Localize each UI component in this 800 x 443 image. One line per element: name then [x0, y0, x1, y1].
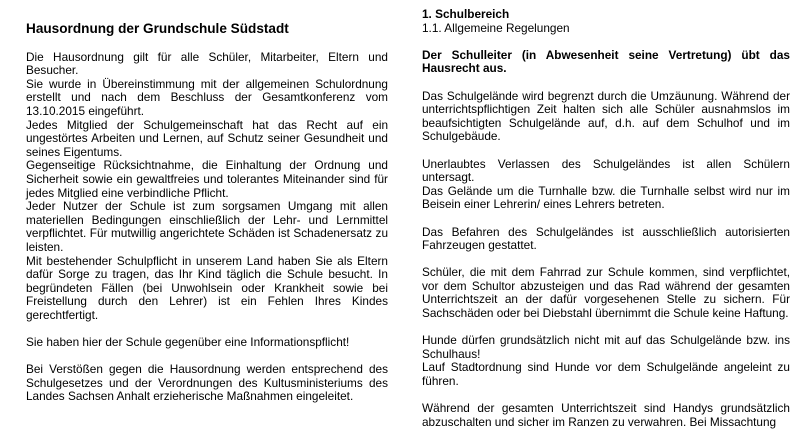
- leash-paragraph: Lauf Stadtordnung sind Hunde vor dem Schulgelände angeleint zu führen.: [422, 360, 790, 389]
- right-column: [422, 0, 790, 429]
- information-duty-paragraph: Sie haben hier der Schule gegenüber eine Informationspflicht!: [26, 335, 350, 350]
- house-right-paragraph: Der Schulleiter (in Abwesenheit seine Vertretung) übt das Hausrecht aus.: [422, 47, 790, 76]
- vehicles-paragraph: Das Befahren des Schulgeländes ist ausschließlich autorisierten Fahrzeugen gestattet.: [422, 224, 790, 253]
- rights-paragraph: Jedes Mitglied der Schulgemeinschaft hat das Recht auf ein ungestörtes Arbeiten und Lernen, auf Schutz seiner Gesundheit und seines Eigentums.: [26, 117, 388, 159]
- respect-paragraph: Gegenseitige Rücksichtnahme, die Einhaltung der Ordnung und Sicherheit sowie ein gewaltfreies und tolerantes Miteinander sind für jedes Mitglied eine verbindliche Pflicht.: [26, 158, 388, 200]
- phones-paragraph: Während der gesamten Unterrichtszeit sind Handys grundsätzlich abzuschalten und sicher im Ranzen zu verwahren. Bei Missachtung: [422, 401, 790, 429]
- section-heading: 1. Schulbereich: [422, 7, 510, 21]
- violations-paragraph: Bei Verstößen gegen die Hausordnung werden entsprechend des Schulgesetzes und der Verordnungen des Kultusministeriums des Landes Sachsen Anhalt erzieherische Maßnahmen eingeleitet.: [26, 362, 388, 404]
- gym-paragraph: Das Gelände um die Turnhalle bzw. die Turnhalle selbst wird nur im Beisein einer Lehrerin/ eines Lehrers betreten.: [422, 183, 790, 212]
- subsection-heading: 1.1. Allgemeine Regelungen: [422, 20, 570, 35]
- leaving-paragraph: Unerlaubtes Verlassen des Schulgeländes ist allen Schülern untersagt.: [422, 156, 790, 185]
- attendance-paragraph: Mit bestehender Schulpflicht in unserem Land haben Sie als Eltern dafür Sorge zu tragen, das Ihr Kind täglich die Schule besucht. In begründeten Fällen (bei Unwohlsein oder Krankheit sowie bei Freistellung durch den Lehrer) ist ein Fehlen Ihres Kindes gerechtfertigt.: [26, 253, 388, 322]
- dogs-paragraph: Hunde dürfen grundsätzlich nicht mit auf das Schulgelände bzw. ins Schulhaus!: [422, 333, 790, 361]
- conformity-paragraph: Sie wurde in Übereinstimmung mit der allgemeinen Schulordnung erstellt und nach dem Beschluss der Gesamtkonferenz vom 13.10.2015 eingeführt.: [26, 76, 388, 118]
- grounds-paragraph: Das Schulgelände wird begrenzt durch die Umzäunung. Während der unterrichtspflichtigen Zeit halten sich alle Schüler ausnahmslos im beaufsichtigten Schulgelände auf, d.h. auf dem Schulhof und im Schulgebäude.: [422, 88, 790, 144]
- document-title: Hausordnung der Grundschule Südstadt: [26, 21, 289, 36]
- left-column: [26, 0, 388, 404]
- intro-paragraph: Die Hausordnung gilt für alle Schüler, Mitarbeiter, Eltern und Besucher.: [26, 49, 388, 78]
- care-paragraph: Jeder Nutzer der Schule ist zum sorgsamen Umgang mit allen materiellen Bedingungen einschließlich der Lehr- und Lernmittel verpflichtet. Für mutwillig angerichtete Schäden ist Schadenersatz zu leisten.: [26, 199, 388, 254]
- bicycle-paragraph: Schüler, die mit dem Fahrrad zur Schule kommen, sind verpflichtet, vor dem Schultor abzusteigen und das Rad während der gesamten Unterrichtszeit an der dafür vorgesehenen Stelle zu sichern. Für Sachschäden oder bei Diebstahl übernimmt die Schule keine Haftung.: [422, 265, 790, 321]
